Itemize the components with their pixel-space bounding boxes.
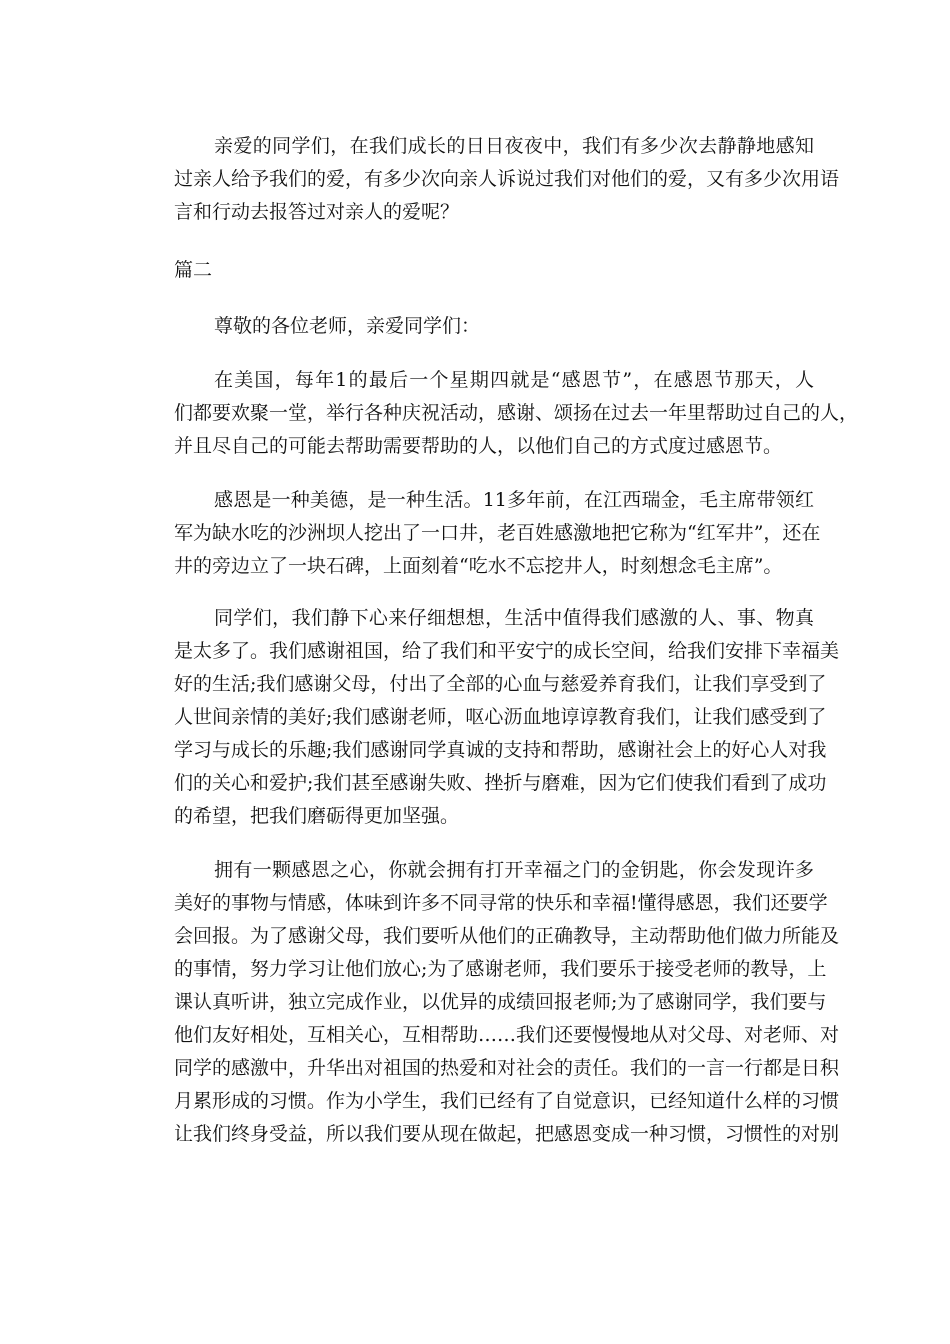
paragraph-2	[174, 364, 859, 463]
paragraph-line: 言和行动去报答过对亲人的爱呢？	[174, 201, 460, 223]
paragraph-line: 美好的事物与情感，体味到许多不同寻常的快乐和幸福!懂得感恩，我们还要学	[174, 892, 828, 914]
paragraph-line: 们的关心和爱护;我们甚至感谢失败、挫折与磨难，因为它们使我们看到了成功	[174, 772, 827, 794]
paragraph-line: 感恩是一种美德，是一种生活。11多年前，在江西瑞金，毛主席带领红	[214, 489, 814, 511]
paragraph-line: 亲爱的同学们，在我们成长的日日夜夜中，我们有多少次去静静地感知	[214, 135, 814, 157]
paragraph-line: 同学们，我们静下心来仔细想想，生活中值得我们感激的人、事、物真	[214, 607, 814, 629]
paragraph-3	[174, 484, 821, 583]
paragraph-line: 让我们终身受益，所以我们要从现在做起，把感恩变成一种习惯，习惯性的对别	[174, 1123, 840, 1145]
paragraph-line: 军为缺水吃的沙洲坝人挖出了一口井，老百姓感激地把它称为“红军井”，还在	[174, 522, 821, 544]
paragraph-line: 学习与成长的乐趣;我们感谢同学真诚的支持和帮助，感谢社会上的好心人对我	[174, 739, 827, 761]
paragraph-line: 同学的感激中，升华出对祖国的热爱和对社会的责任。我们的一言一行都是日积	[174, 1057, 840, 1079]
paragraph-line: 人世间亲情的美好;我们感谢老师，呕心沥血地谆谆教育我们，让我们感受到了	[174, 706, 827, 728]
paragraph-line: 井的旁边立了一块石碑，上面刻着“吃水不忘挖井人，时刻想念毛主席”。	[174, 555, 783, 577]
paragraph-line: 并且尽自己的可能去帮助需要帮助的人，以他们自己的方式度过感恩节。	[174, 435, 783, 457]
paragraph-line: 月累形成的习惯。作为小学生，我们已经有了自觉意识，已经知道什么样的习惯	[174, 1090, 840, 1112]
paragraph-line: 是太多了。我们感谢祖国，给了我们和平安宁的成长空间，给我们安排下幸福美	[174, 640, 840, 662]
paragraph-line: 的希望，把我们磨砺得更加坚强。	[174, 805, 460, 827]
salutation: 尊敬的各位老师，亲爱同学们：	[214, 315, 481, 337]
paragraph-4	[174, 602, 840, 833]
paragraph-5	[174, 854, 840, 1151]
paragraph-line: 好的生活;我们感谢父母，付出了全部的心血与慈爱养育我们，让我们享受到了	[174, 673, 827, 695]
paragraph-line: 拥有一颗感恩之心，你就会拥有打开幸福之门的金钥匙，你会发现许多	[214, 859, 814, 881]
paragraph-1	[174, 130, 840, 229]
paragraph-line: 在美国，每年1的最后一个星期四就是“感恩节”，在感恩节那天，人	[214, 369, 814, 391]
paragraph-line: 的事情，努力学习让他们放心;为了感谢老师，我们要乐于接受老师的教导，上	[174, 958, 827, 980]
paragraph-line: 会回报。为了感谢父母，我们要听从他们的正确教导，主动帮助他们做力所能及	[174, 925, 840, 947]
paragraph-line: 们都要欢聚一堂，举行各种庆祝活动，感谢、颂扬在过去一年里帮助过自己的人，	[174, 402, 859, 424]
paragraph-line: 过亲人给予我们的爱，有多少次向亲人诉说过我们对他们的爱，又有多少次用语	[174, 168, 840, 190]
paragraph-line: 他们友好相处，互相关心，互相帮助……我们还要慢慢地从对父母、对老师、对	[174, 1024, 840, 1046]
section-title: 篇二	[174, 259, 213, 281]
paragraph-line: 课认真听讲，独立完成作业，以优异的成绩回报老师;为了感谢同学，我们要与	[174, 991, 827, 1013]
